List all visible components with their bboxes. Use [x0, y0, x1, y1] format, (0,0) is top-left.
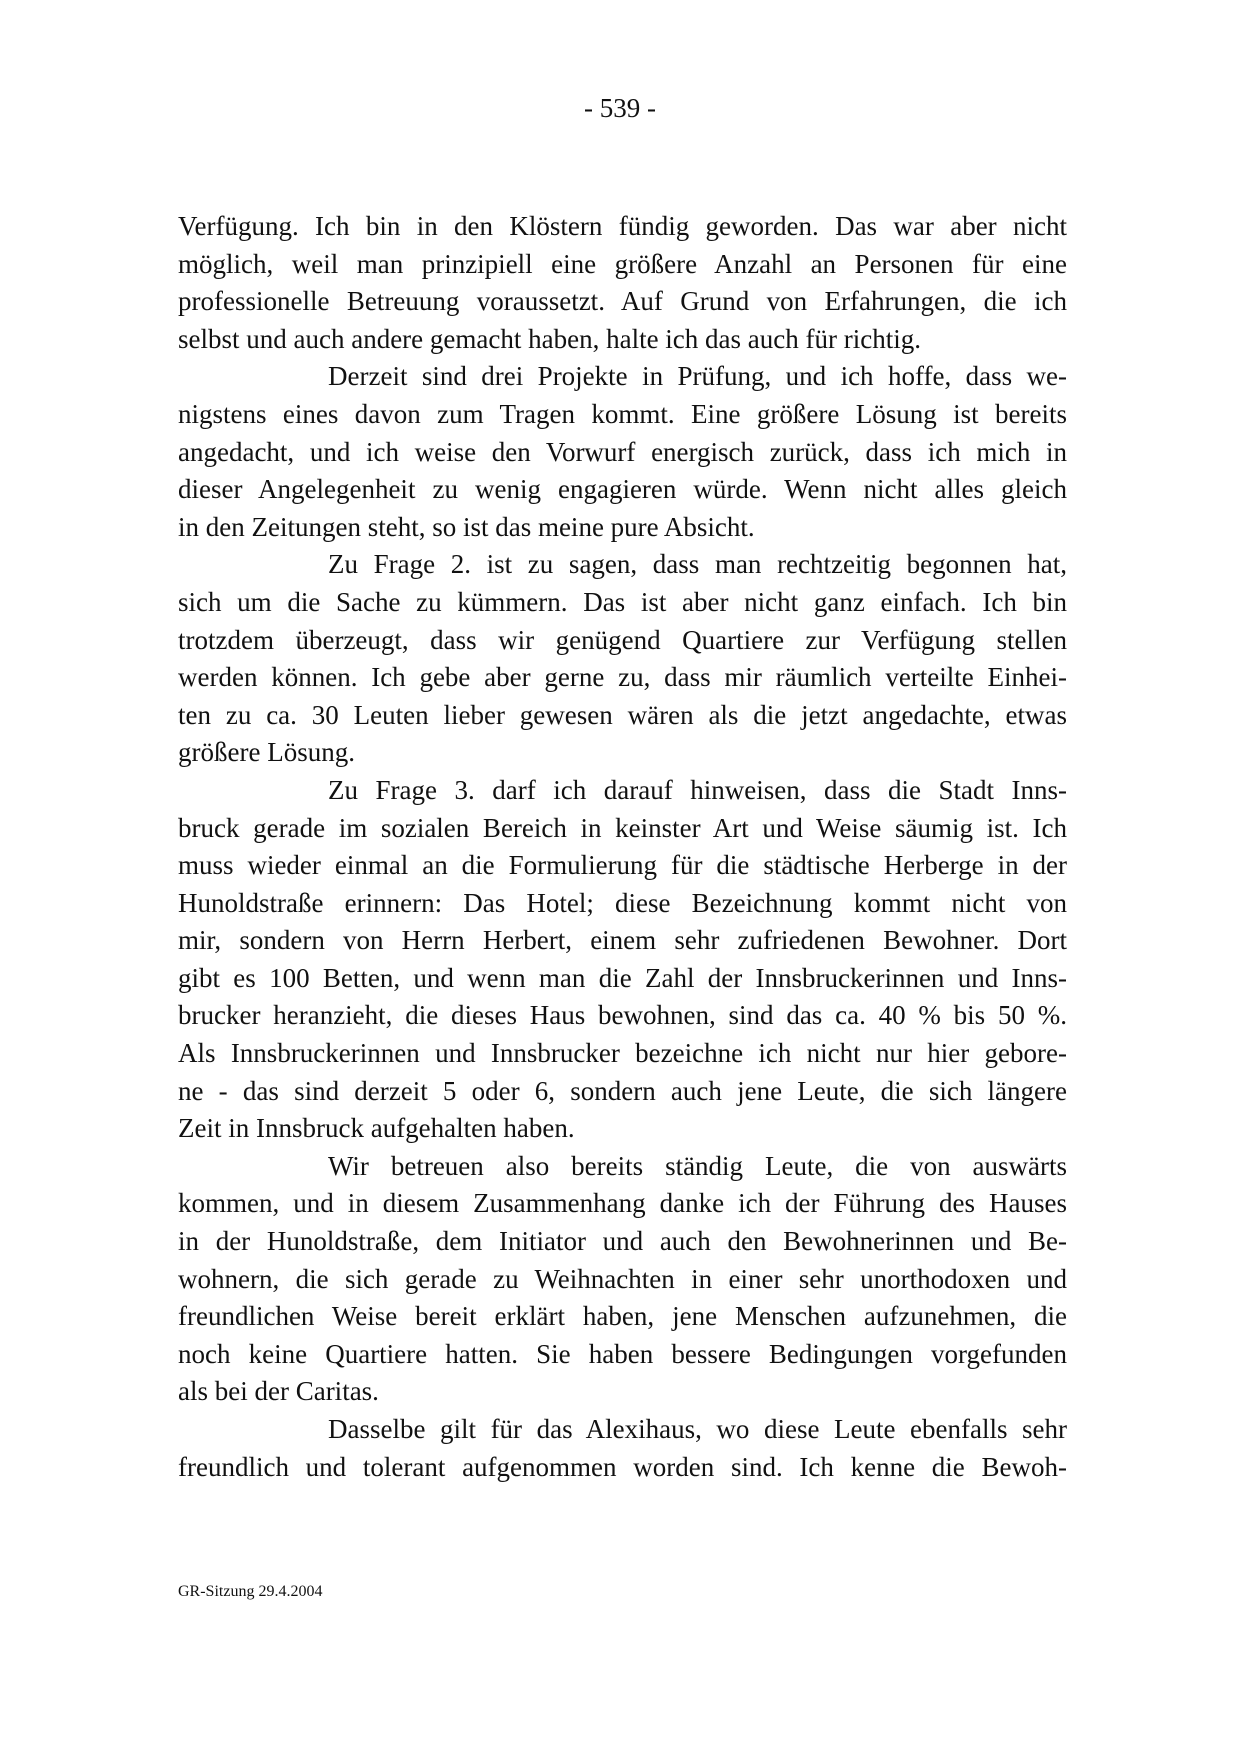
paragraph: [178, 1411, 1067, 1486]
text-line: Zeit in Innsbruck aufgehalten haben.: [178, 1113, 575, 1144]
text-line: möglich, weil man prinzipiell eine größere Anzahl an Personen für eine: [178, 248, 1067, 279]
text-line: selbst und auch andere gemacht haben, halte ich das auch für richtig.: [178, 323, 921, 354]
text-line: werden können. Ich gebe aber gerne zu, dass mir räumlich verteilte Einhei-: [178, 662, 1067, 693]
text-line: Zu Frage 3. darf ich darauf hinweisen, dass die Stadt Inns-: [328, 774, 1067, 805]
paragraph: [178, 546, 1067, 772]
paragraph: [178, 1148, 1067, 1411]
text-line: Verfügung. Ich bin in den Klöstern fündig geworden. Das war aber nicht: [178, 211, 1067, 241]
text-line: in der Hunoldstraße, dem Initiator und auch den Bewohnerinnen und Be-: [178, 1226, 1067, 1257]
paragraph: [178, 358, 1067, 546]
text-line: Dasselbe gilt für das Alexihaus, wo diese Leute ebenfalls sehr: [328, 1414, 1067, 1444]
text-line: Derzeit sind drei Projekte in Prüfung, und ich hoffe, dass we-: [328, 361, 1067, 392]
text-line: größere Lösung.: [178, 737, 355, 768]
body-text: [178, 208, 1067, 1486]
text-line: Hunoldstraße erinnern: Das Hotel; diese Bezeichnung kommt nicht von: [178, 887, 1067, 918]
text-line: trotzdem überzeugt, dass wir genügend Quartiere zur Verfügung stellen: [178, 624, 1067, 655]
text-line: gibt es 100 Betten, und wenn man die Zahl der Innsbruckerinnen und Inns-: [178, 962, 1067, 993]
text-line: ne - das sind derzeit 5 oder 6, sondern auch jene Leute, die sich längere: [178, 1075, 1067, 1106]
text-line: Als Innsbruckerinnen und Innsbrucker bezeichne ich nicht nur hier gebore-: [178, 1038, 1067, 1069]
text-line: freundlich und tolerant aufgenommen worden sind. Ich kenne die Bewoh-: [178, 1451, 1067, 1482]
text-line: professionelle Betreuung voraussetzt. Auf Grund von Erfahrungen, die ich: [178, 286, 1067, 317]
text-line: noch keine Quartiere hatten. Sie haben bessere Bedingungen vorgefunden: [178, 1338, 1067, 1369]
text-line: angedacht, und ich weise den Vorwurf energisch zurück, dass ich mich in: [178, 436, 1067, 467]
text-line: brucker heranzieht, die dieses Haus bewohnen, sind das ca. 40 % bis 50 %.: [178, 1000, 1067, 1031]
text-line: kommen, und in diesem Zusammenhang danke ich der Führung des Hauses: [178, 1188, 1067, 1219]
text-line: ten zu ca. 30 Leuten lieber gewesen wären als die jetzt angedachte, etwas: [178, 699, 1067, 730]
text-line: Wir betreuen also bereits ständig Leute, die von auswärts: [328, 1150, 1067, 1181]
page-number: - 539 -: [584, 93, 656, 123]
paragraph: [178, 208, 1067, 358]
text-line: als bei der Caritas.: [178, 1376, 379, 1407]
text-line: freundlichen Weise bereit erklärt haben, jene Menschen aufzunehmen, die: [178, 1301, 1067, 1332]
text-line: muss wieder einmal an die Formulierung für die städtische Herberge in der: [178, 850, 1067, 881]
text-line: wohnern, die sich gerade zu Weihnachten in einer sehr unorthodoxen und: [178, 1263, 1067, 1294]
text-line: in den Zeitungen steht, so ist das meine pure Absicht.: [178, 511, 755, 542]
text-line: sich um die Sache zu kümmern. Das ist aber nicht ganz einfach. Ich bin: [178, 586, 1067, 617]
text-line: dieser Angelegenheit zu wenig engagieren würde. Wenn nicht alles gleich: [178, 474, 1067, 505]
paragraph: [178, 772, 1067, 1148]
footer-session-label: GR-Sitzung 29.4.2004: [178, 1583, 323, 1600]
text-line: mir, sondern von Herrn Herbert, einem sehr zufriedenen Bewohner. Dort: [178, 925, 1067, 956]
text-line: Zu Frage 2. ist zu sagen, dass man rechtzeitig begonnen hat,: [328, 549, 1067, 580]
text-line: nigstens eines davon zum Tragen kommt. Eine größere Lösung ist bereits: [178, 398, 1067, 429]
text-line: bruck gerade im sozialen Bereich in keinster Art und Weise säumig ist. Ich: [178, 812, 1067, 843]
